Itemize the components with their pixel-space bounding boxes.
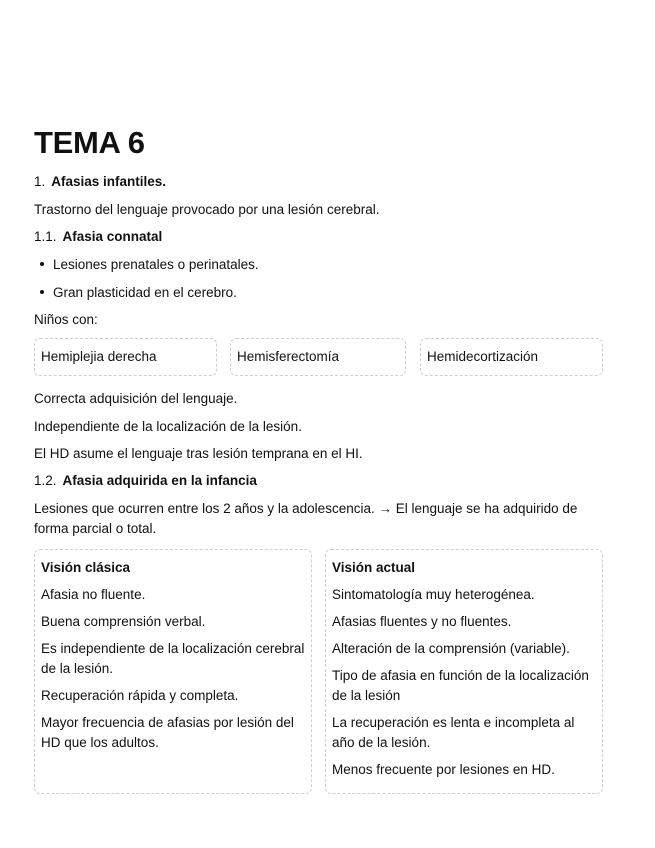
classic-view-heading: Visión clásica: [41, 560, 131, 575]
note-line: Correcta adquisición del lenguaje.: [34, 391, 238, 406]
section-1-text: Trastorno del lenguaje provocado por una lesión cerebral.: [34, 202, 380, 217]
current-view-item: La recuperación es lenta e incompleta al año de la lesión.: [332, 715, 575, 750]
classic-view-item: Buena comprensión verbal.: [41, 614, 206, 629]
current-view-item: Menos frecuente por lesiones en HD.: [332, 762, 555, 777]
bullet-dot-icon: [40, 262, 44, 266]
current-view-item: Tipo de afasia en función de la localización de la lesión: [332, 668, 589, 703]
current-view-panel: [325, 549, 603, 794]
section-1-2-number: 1.2.: [34, 473, 57, 488]
bullet-item: [40, 283, 237, 303]
section-1-number: 1.: [34, 174, 46, 189]
page-title: TEMA 6: [34, 125, 145, 160]
classic-view-item: Afasia no fluente.: [41, 587, 146, 602]
current-view-heading: Visión actual: [332, 560, 416, 575]
bullet-dot-icon: [40, 290, 44, 294]
bullet-text: Lesiones prenatales o perinatales.: [53, 257, 259, 272]
section-1-2-heading: [34, 471, 257, 491]
current-view-item: Alteración de la comprensión (variable).: [332, 641, 570, 656]
section-1-1-number: 1.1.: [34, 229, 57, 244]
section-1-1-title: Afasia connatal: [62, 229, 163, 244]
section-1-1-heading: [34, 227, 162, 247]
note-line: El HD asume el lenguaje tras lesión temprana en el HI.: [34, 446, 363, 461]
condition-box-hemidecortizacion: Hemidecortización: [420, 338, 603, 376]
condition-box-hemisferectomia: Hemisferectomía: [230, 338, 406, 376]
bullet-text: Gran plasticidad en el cerebro.: [53, 285, 237, 300]
classic-view-item: Es independiente de la localización cerebral de la lesión.: [41, 641, 305, 676]
current-view-item: Afasias fluentes y no fluentes.: [332, 614, 512, 629]
section-1-heading: [34, 172, 166, 192]
classic-view-item: Recuperación rápida y completa.: [41, 688, 239, 703]
section-1-2-text: Lesiones que ocurren entre los 2 años y la adolescencia. → El lenguaje se ha adquirido de forma parcial o total.: [34, 501, 578, 536]
note-line: Independiente de la localización de la lesión.: [34, 419, 302, 434]
current-view-item: Sintomatología muy heterogénea.: [332, 587, 535, 602]
condition-boxes: [34, 338, 604, 378]
children-intro: Niños con:: [34, 312, 98, 327]
classic-view-panel: [34, 549, 312, 794]
classic-view-item: Mayor frecuencia de afasias por lesión del HD que los adultos.: [41, 715, 294, 750]
condition-box-hemiplejia: Hemiplejia derecha: [34, 338, 217, 376]
bullet-item: [40, 255, 259, 275]
section-1-title: Afasias infantiles.: [51, 174, 167, 189]
section-1-2-title: Afasia adquirida en la infancia: [62, 473, 257, 488]
